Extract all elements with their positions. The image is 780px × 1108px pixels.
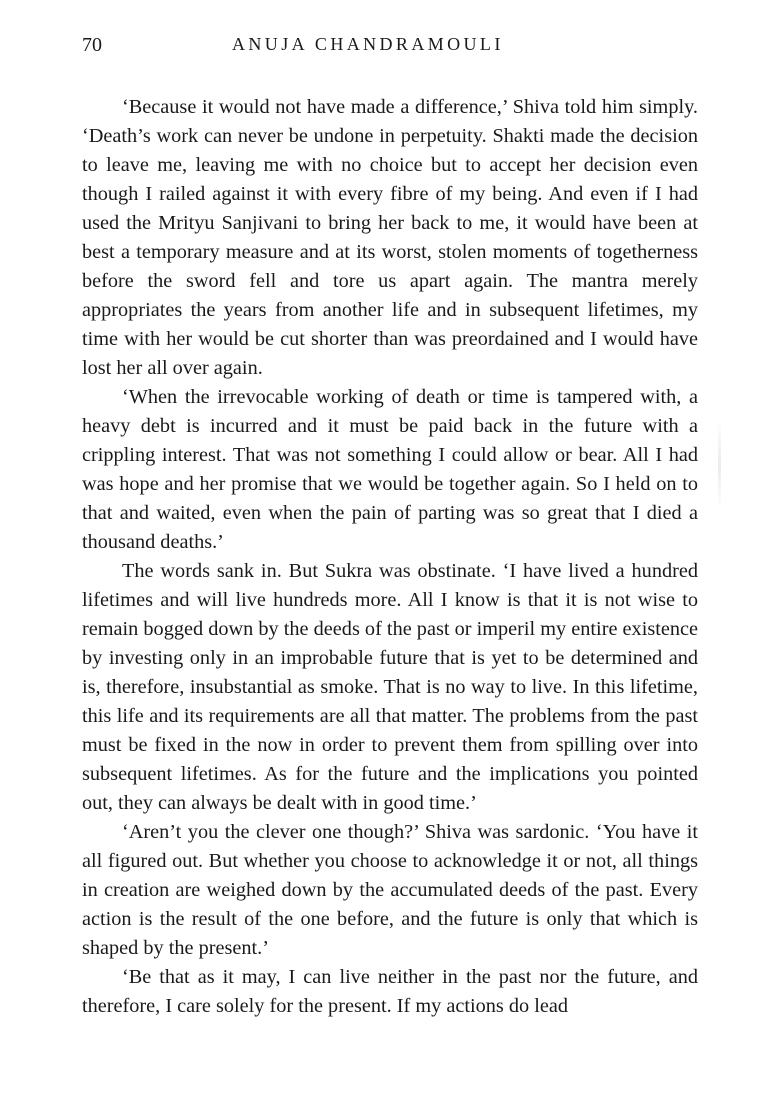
paragraph: ‘Because it would not have made a difference,’ Shiva told him simply. ‘Death’s work can never be undone in perpetuity. Shakti made the decision to leave me, leaving me with no choice but to accept her decision even though I railed against it with every fibre of my being. And even if I had used the Mrityu Sanjivani to bring her back to me, it would have been at best a temporary measure and at its worst, stolen moments of togetherness before the sword fell and tore us apart again. The mantra merely appropriates the years from another life and in subsequent lifetimes, my time with her would be cut shorter than was preordained and I would have lost her all over again. (82, 96, 698, 379)
paragraph: ‘When the irrevocable working of death or time is tampered with, a heavy debt is incurred and it must be paid back in the future with a crippling interest. That was not something I could allow or bear. All I had was hope and her promise that we would be together again. So I held on to that and waited, even when the pain of parting was so great that I died a thousand deaths.’ (82, 386, 698, 553)
paragraph: The words sank in. But Sukra was obstinate. ‘I have lived a hundred lifetimes and will live hundreds more. All I know is that it is not wise to remain bogged down by the deeds of the past or imperil my entire existence by investing only in an improbable future that is yet to be determined and is, therefore, insubstantial as smoke. That is no way to live. In this lifetime, this life and its requirements are all that matter. The problems from the past must be fixed in the now in order to prevent them from spilling over into subsequent lifetimes. As for the future and the implications you pointed out, they can always be dealt with in good time.’ (82, 560, 698, 814)
body-text (82, 93, 698, 1021)
paragraph: ‘Be that as it may, I can live neither in the past nor the future, and therefore, I care solely for the present. If my actions do lead (82, 966, 698, 1017)
page-header (82, 32, 698, 60)
paragraph: ‘Aren’t you the clever one though?’ Shiva was sardonic. ‘You have it all figured out. But whether you choose to acknowledge it or not, all things in creation are weighed down by the accumulated deeds of the past. Every action is the result of the one before, and the future is only that which is shaped by the present.’ (82, 821, 698, 959)
page-number: 70 (82, 34, 102, 56)
scan-shadow (718, 420, 721, 510)
running-head-author: ANUJA CHANDRAMOULI (232, 34, 504, 54)
